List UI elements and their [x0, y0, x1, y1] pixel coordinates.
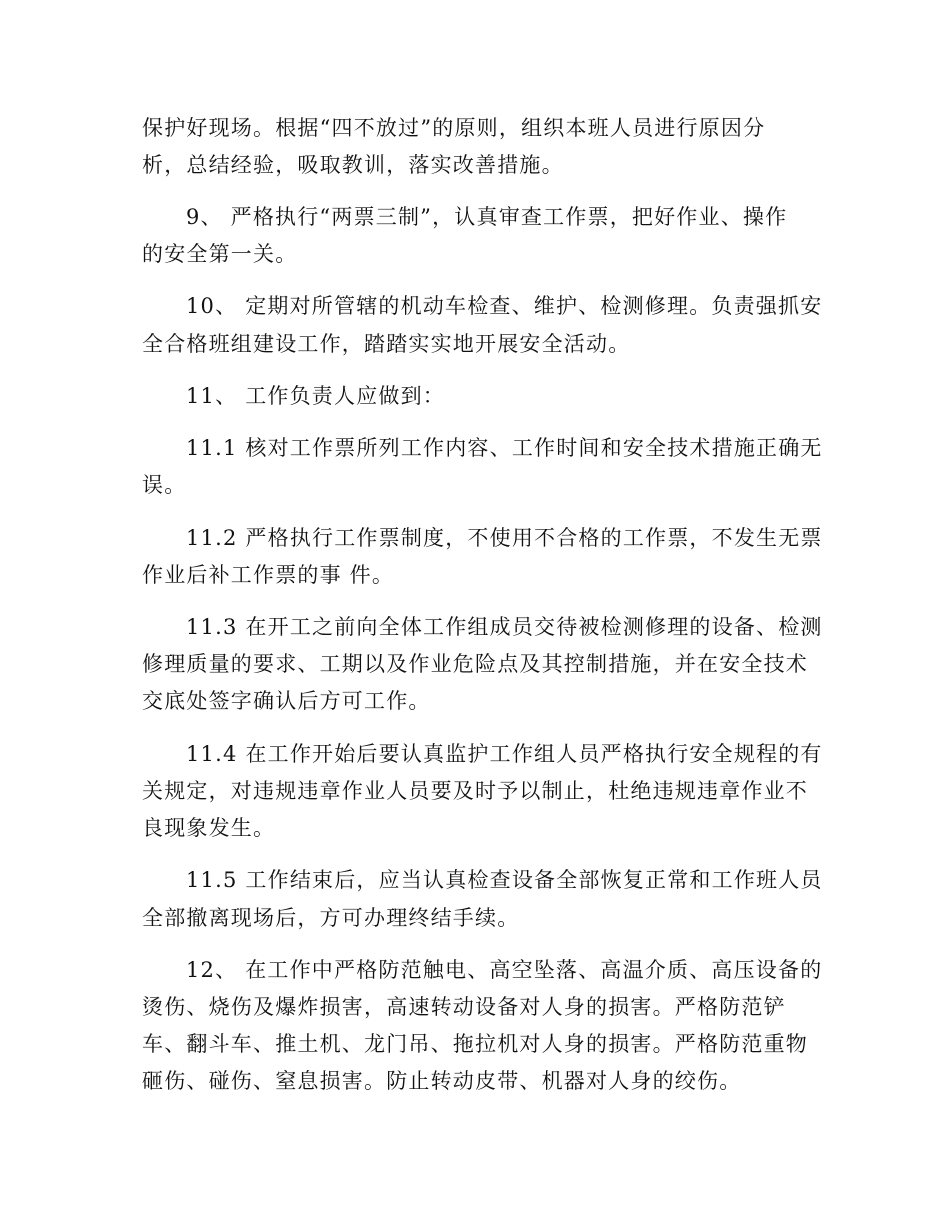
item-12-line: 12、 在工作中严格防范触电、高空坠落、高温介质、高压设备的 [186, 958, 823, 982]
text-line: 关规定，对违规违章作业人员要及时予以制止，杜绝违规违章作业不 [142, 779, 808, 803]
item-11-3-line: 11.3 在开工之前向全体工作组成员交待被检测修理的设备、检测 [186, 615, 823, 639]
text-line: 全部撤离现场后，方可办理终结手续。 [142, 906, 520, 930]
item-11-2-line: 11.2 严格执行工作票制度，不使用不合格的工作票，不发生无票 [186, 526, 823, 550]
item-11-heading: 11、 工作负责人应做到： [186, 384, 445, 408]
text-line: 作业后补工作票的事 件。 [142, 563, 395, 587]
text-line: 全合格班组建设工作，踏踏实实地开展安全活动。 [142, 332, 631, 356]
text-line: 保护好现场。根据“四不放过”的原则，组织本班人员进行原因分 [142, 116, 766, 140]
text-line: 的安全第一关。 [142, 242, 298, 266]
item-11-5-line: 11.5 工作结束后，应当认真检查设备全部恢复正常和工作班人员 [186, 868, 823, 892]
item-10-line: 10、 定期对所管辖的机动车检查、维护、检测修理。负责强抓安 [186, 294, 823, 318]
text-line: 良现象发生。 [142, 816, 276, 840]
text-line: 砸伤、碰伤、窒息损害。防止转动皮带、机器对人身的绞伤。 [142, 1069, 742, 1093]
text-line: 误。 [142, 473, 187, 497]
item-11-1-line: 11.1 核对工作票所列工作内容、工作时间和安全技术措施正确无 [186, 436, 823, 460]
item-9-line: 9、 严格执行“两票三制”，认真审查工作票，把好作业、操作 [186, 205, 788, 229]
text-line: 烫伤、烧伤及爆炸损害，高速转动设备对人身的损害。严格防范铲 [142, 995, 786, 1019]
text-line: 析，总结经验，吸取教训，落实改善措施。 [142, 153, 564, 177]
text-line: 交底处签字确认后方可工作。 [142, 689, 431, 713]
item-11-4-line: 11.4 在工作开始后要认真监护工作组人员严格执行安全规程的有 [186, 742, 823, 766]
text-line: 修理质量的要求、工期以及作业危险点及其控制措施，并在安全技术 [142, 652, 808, 676]
text-line: 车、翻斗车、推土机、龙门吊、拖拉机对人身的损害。严格防范重物 [142, 1032, 808, 1056]
